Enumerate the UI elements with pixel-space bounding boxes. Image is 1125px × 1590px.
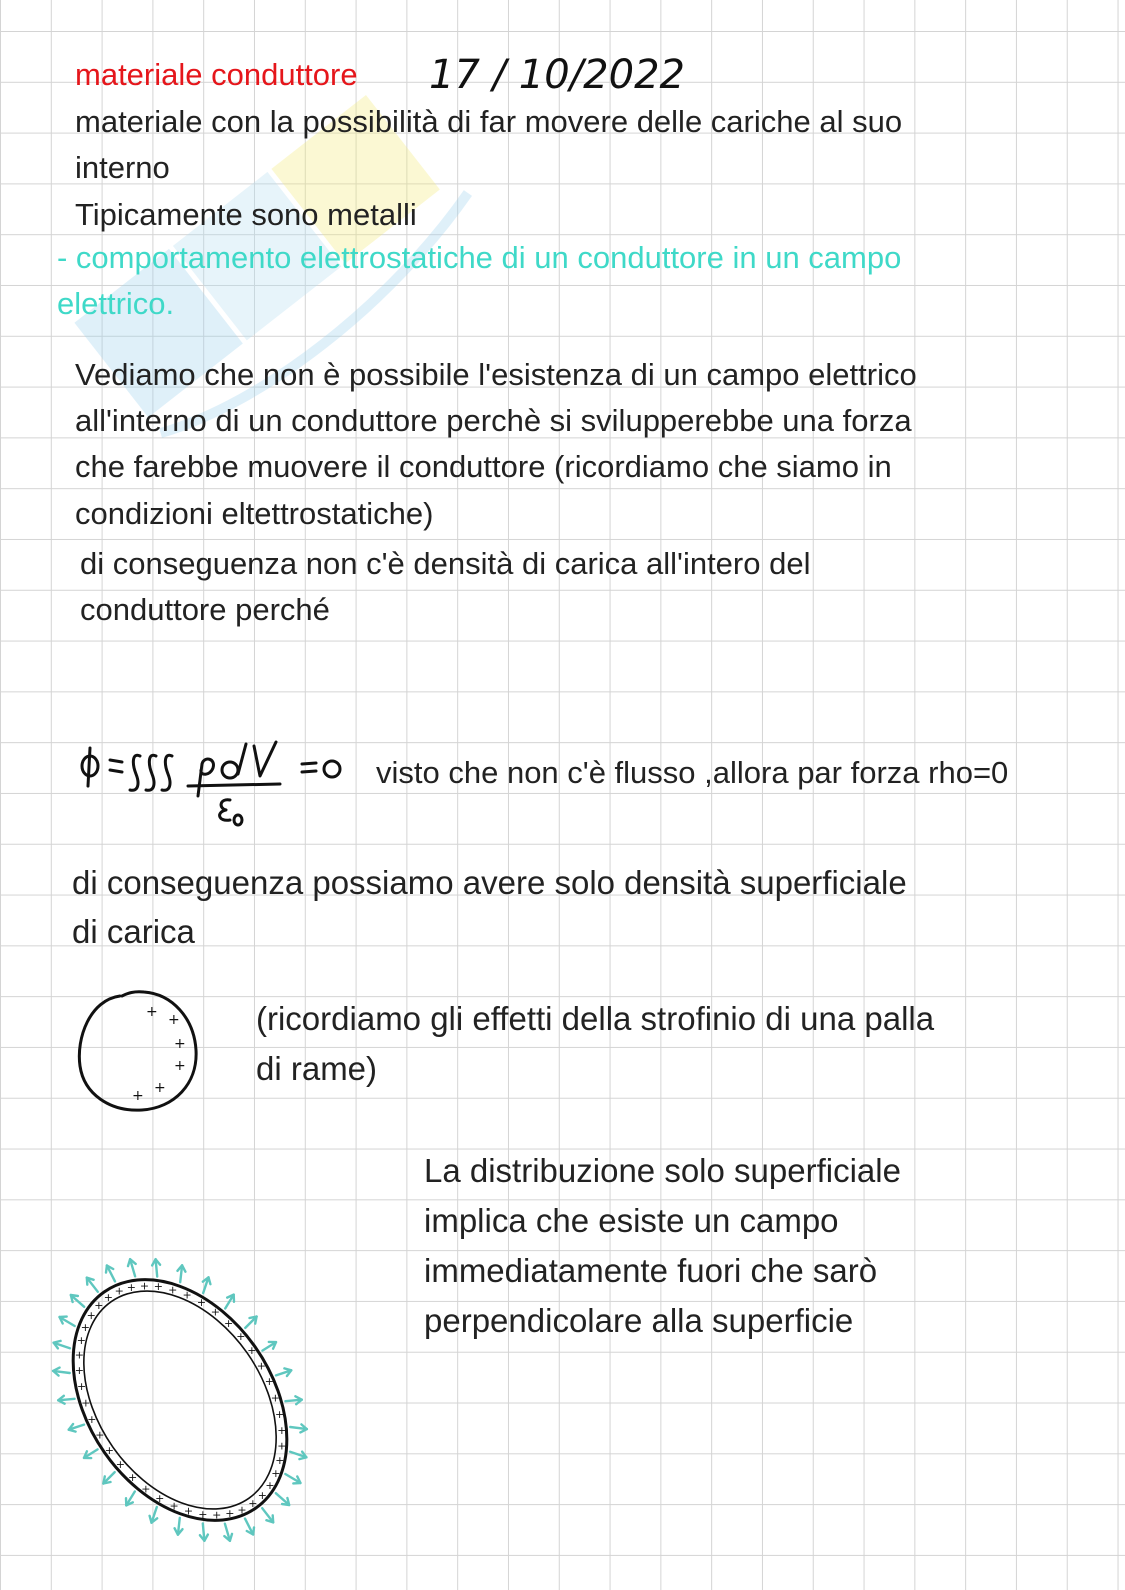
surface-charge-mark: + [139, 1279, 150, 1293]
surface-charge-mark: + [277, 1423, 287, 1437]
surface-charge-mark: + [87, 1412, 97, 1426]
sphere-charge-5: + [154, 1080, 166, 1096]
surface-charge-mark: + [196, 1296, 207, 1310]
paragraph-2-line-2: conduttore perché [80, 592, 330, 627]
surface-charge-mark: + [95, 1428, 105, 1442]
sphere-charge-3: + [174, 1036, 186, 1052]
surface-charge-mark: + [74, 1348, 84, 1362]
intro-line-1: materiale con la possibilità di far movere delle cariche al suo [75, 104, 903, 139]
surface-charge-mark: + [277, 1439, 287, 1453]
surface-charge-mark: + [182, 1288, 192, 1302]
paragraph-3-line-2: di carica [72, 913, 195, 950]
sphere-charge-2: + [168, 1012, 180, 1028]
surface-charge-mark: + [153, 1280, 163, 1294]
surface-charge-mark: + [155, 1491, 165, 1505]
page-title: materiale conduttore [75, 57, 358, 92]
surface-charge-mark: + [141, 1482, 151, 1496]
surface-charge-mark: + [236, 1329, 246, 1343]
surface-charge-mark: + [183, 1504, 194, 1518]
surface-charge-mark: + [247, 1344, 257, 1358]
surface-charge-mark: + [212, 1508, 222, 1522]
section-heading-line-1: - comportamento elettrostatiche di un conduttore in un campo [57, 240, 902, 275]
gauss-flux-formula [70, 740, 360, 840]
paragraph-5-line-1: La distribuzione solo superficiale [424, 1152, 901, 1189]
surface-charge-mark: + [104, 1443, 114, 1457]
surface-charge-mark: + [198, 1507, 208, 1521]
surface-charge-mark: + [271, 1467, 281, 1481]
sphere-charge-6: + [132, 1088, 144, 1104]
surface-charge-mark: + [256, 1359, 267, 1373]
surface-charge-mark: + [86, 1309, 96, 1322]
paragraph-1-line-2: all'interno di un conduttore perchè si svilupperebbe una forza [75, 403, 912, 438]
surface-charge-mark: + [248, 1497, 258, 1511]
surface-charge-mark: + [80, 1320, 90, 1334]
paragraph-1-line-3: che farebbe muovere il conduttore (ricordiamo che siamo in [75, 449, 892, 484]
surface-charge-mark: + [115, 1458, 125, 1472]
field-arrows [53, 1259, 307, 1541]
section-heading-line-2: elettrico. [57, 286, 175, 321]
surface-charge-mark: + [264, 1375, 274, 1389]
surface-charge-mark: + [77, 1380, 87, 1394]
paragraph-1-line-1: Vediamo che non è possibile l'esistenza di un campo elettrico [75, 357, 917, 392]
paragraph-4-line-2: di rame) [256, 1050, 378, 1087]
surface-charge-mark: + [126, 1280, 136, 1294]
surface-charge-mark: + [210, 1305, 221, 1319]
sphere-charge-1: + [146, 1004, 158, 1020]
surface-charge-mark: + [257, 1489, 267, 1503]
surface-charge-mark: + [74, 1364, 85, 1378]
surface-charge-mark: + [128, 1471, 138, 1484]
surface-charge-mark: + [275, 1453, 285, 1467]
surface-charge-mark: + [103, 1290, 113, 1304]
surface-charge-mark: + [168, 1283, 178, 1297]
paragraph-1-line-4: condizioni eltettrostatiche) [75, 496, 434, 531]
paragraph-5-line-3: immediatamente fuori che sarò [424, 1252, 878, 1289]
intro-line-2: interno [75, 150, 170, 185]
surface-charge-mark: + [81, 1396, 91, 1410]
surface-charge-mark: + [275, 1407, 285, 1421]
paragraph-4-line-1: (ricordiamo gli effetti della strofinio di una palla [256, 1000, 935, 1037]
surface-charge-mark: + [265, 1479, 275, 1492]
sphere-charge-4: + [174, 1058, 186, 1074]
surface-charge-mark: + [76, 1334, 86, 1348]
paragraph-2-line-1: di conseguenza non c'è densità di carica all'intero del [80, 546, 811, 581]
surface-charge-mark: + [237, 1503, 247, 1517]
handwritten-date-text: 17 / 10/2022 [429, 52, 685, 98]
formula-note: visto che non c'è flusso ,allora par forza rho=0 [376, 755, 1009, 790]
paragraph-3-line-1: di conseguenza possiamo avere solo densità superficiale [72, 864, 907, 901]
surface-charge-mark: + [169, 1499, 179, 1513]
surface-charge-mark: + [94, 1298, 104, 1312]
paragraph-5-line-4: perpendicolare alla superficie [424, 1302, 854, 1339]
surface-charge-mark: + [270, 1391, 281, 1405]
surface-charge-mark: + [114, 1284, 124, 1298]
surface-charge-field-sketch [30, 1240, 340, 1550]
intro-line-3: Tipicamente sono metalli [75, 197, 417, 232]
surface-charge-mark: + [225, 1507, 235, 1521]
paragraph-5-line-2: implica che esiste un campo [424, 1202, 839, 1239]
surface-charge-mark: + [224, 1317, 234, 1330]
charged-sphere-sketch [70, 988, 210, 1123]
